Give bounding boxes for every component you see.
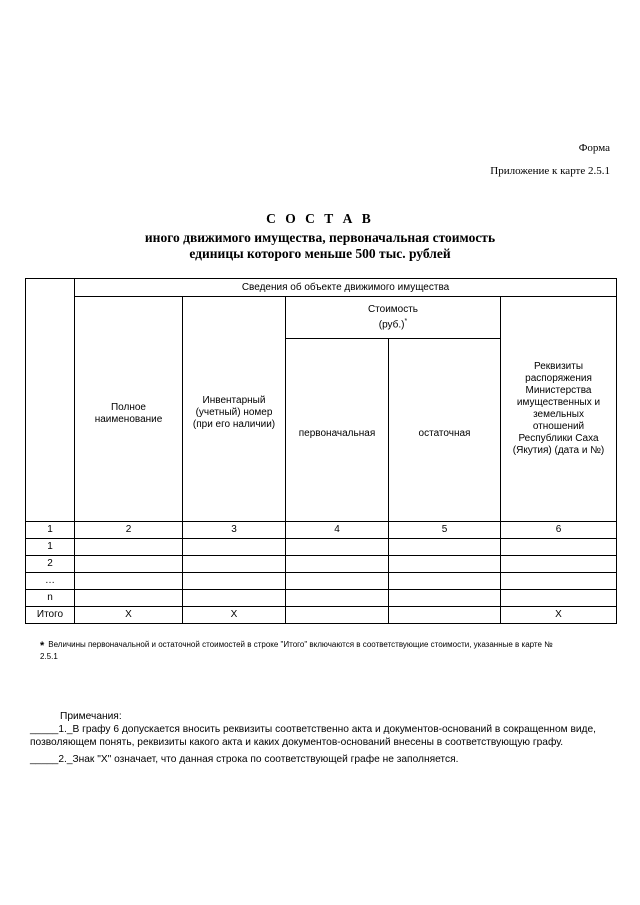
- property-table: [25, 278, 617, 624]
- col-number: 3: [183, 522, 286, 539]
- appendix-label: Приложение к карте 2.5.1: [490, 165, 610, 177]
- col-header-requisites: [501, 297, 617, 522]
- table-cell: [389, 539, 501, 556]
- footnote: [40, 638, 560, 663]
- column-number-row: [26, 522, 617, 539]
- col-header-initial: [286, 339, 389, 522]
- document-subtitle: [60, 230, 580, 262]
- table-row: [26, 539, 617, 556]
- total-cell: Х: [75, 607, 183, 624]
- table-row: [26, 556, 617, 573]
- cost-footnote-mark: *: [404, 317, 408, 325]
- total-cell: [389, 607, 501, 624]
- col-number: 4: [286, 522, 389, 539]
- table-cell: [75, 556, 183, 573]
- table-cell: [75, 573, 183, 590]
- row-number-header: [26, 279, 75, 522]
- cost-unit: (руб.): [378, 319, 405, 331]
- table-cell: [286, 556, 389, 573]
- table-cell: [183, 590, 286, 607]
- col-header-residual: [389, 339, 501, 522]
- row-number: n: [26, 590, 75, 607]
- document-title: С О С Т А В: [266, 211, 374, 226]
- subtitle-line-2: единицы которого меньше 500 тыс. рублей: [189, 246, 451, 261]
- cost-unit-line: [289, 316, 497, 331]
- table-cell: [389, 590, 501, 607]
- subtitle-line-1: иного движимого имущества, первоначальная стоимость: [144, 230, 496, 245]
- total-cell: Х: [501, 607, 617, 624]
- note-1: _____1._В графу 6 допускается вносить реквизиты соответственно акта и документов-оснований в сокращенном виде, позволяющем понять, реквизиты какого акта и каких документов-оснований внесены в соответствующую графу.: [30, 724, 596, 748]
- table-cell: [501, 556, 617, 573]
- row-number: …: [26, 573, 75, 590]
- col-number: 2: [75, 522, 183, 539]
- col-header-inventory: [183, 297, 286, 522]
- row-number: 2: [26, 556, 75, 573]
- table-cell: [501, 590, 617, 607]
- table-cell: [183, 539, 286, 556]
- footnote-text: Величины первоначальной и остаточной стоимостей в строке "Итого" включаются в соответствующие стоимости, указанные в карте № 2.5.1: [40, 640, 553, 661]
- col-header-cost: [286, 297, 501, 339]
- table-cell: [183, 573, 286, 590]
- col-number: 5: [389, 522, 501, 539]
- table-cell: [501, 539, 617, 556]
- table-cell: [501, 573, 617, 590]
- table-cell: [286, 573, 389, 590]
- note-2: _____2._Знак "Х" означает, что данная строка по соответствующей графе не заполняется.: [30, 754, 459, 765]
- footnote-star: *: [40, 640, 45, 652]
- col-header-residual-text: остаточная: [418, 428, 471, 439]
- col-header-requisites-text: Реквизиты распоряжения Министерства имущественных и земельных отношений Республики Саха (Якутия) (дата и №): [512, 361, 605, 456]
- table-cell: [183, 556, 286, 573]
- cost-label: Стоимость: [367, 303, 419, 315]
- col-header-inventory-text: Инвентарный (учетный) номер (при его наличии): [192, 395, 276, 430]
- col-header-initial-text: первоначальная: [298, 428, 376, 439]
- notes-heading: Примечания:: [60, 711, 122, 722]
- row-number: 1: [26, 539, 75, 556]
- table-cell: [389, 573, 501, 590]
- total-row: [26, 607, 617, 624]
- group-header: Сведения об объекте движимого имущества: [75, 279, 617, 297]
- form-label: Форма: [578, 142, 610, 154]
- table-cell: [389, 556, 501, 573]
- table-row: [26, 590, 617, 607]
- col-number: 6: [501, 522, 617, 539]
- table-cell: [75, 539, 183, 556]
- table-cell: [286, 539, 389, 556]
- table-row: [26, 573, 617, 590]
- table-cell: [75, 590, 183, 607]
- table-cell: [286, 590, 389, 607]
- total-cell: [286, 607, 389, 624]
- notes-section: [30, 710, 600, 766]
- col-header-name-text: Полное наименование: [94, 402, 163, 425]
- total-label: Итого: [26, 607, 75, 624]
- col-number: 1: [26, 522, 75, 539]
- col-header-name: [75, 297, 183, 522]
- total-cell: Х: [183, 607, 286, 624]
